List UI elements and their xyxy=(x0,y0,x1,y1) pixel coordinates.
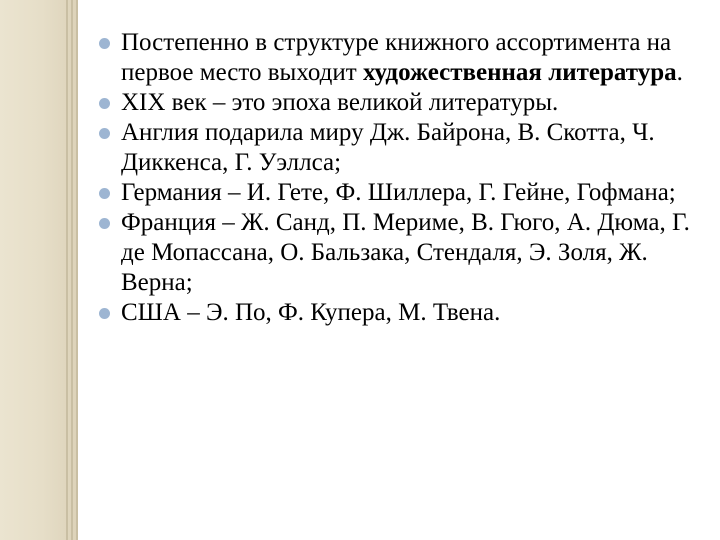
bullet-text-suffix: . xyxy=(676,59,683,86)
side-divider-line xyxy=(71,0,73,540)
bullet-item-book-assortment xyxy=(98,28,706,88)
bullet-item-usa xyxy=(98,298,706,328)
bullet-list xyxy=(98,28,706,328)
bullet-text: XIX век – это эпоха великой литературы. xyxy=(121,89,559,116)
bullet-text: Англия подарила миру Дж. Байрона, В. Скотта, Ч. Диккенса, Г. Уэллса; xyxy=(121,119,655,176)
side-divider-line xyxy=(66,0,68,540)
bullet-dot-icon xyxy=(99,218,110,229)
bullet-dot-icon xyxy=(99,98,110,109)
bullet-text: Германия – И. Гете, Ф. Шиллера, Г. Гейне, Гофмана; xyxy=(121,179,676,206)
bullet-text: Постепенно в структуре книжного ассортимента на первое место выходит xyxy=(121,29,672,86)
bullet-dot-icon xyxy=(99,128,110,139)
bullet-item-england xyxy=(98,118,706,178)
bullet-item-france xyxy=(98,208,706,298)
bullet-item-germany xyxy=(98,178,706,208)
bullet-text-bold: художественная литература xyxy=(362,59,677,86)
bullet-text: США – Э. По, Ф. Купера, М. Твена. xyxy=(121,299,501,326)
bullet-item-xix-century xyxy=(98,88,706,118)
bullet-dot-icon xyxy=(99,38,110,49)
side-divider-line xyxy=(76,0,78,540)
bullet-text: Франция – Ж. Санд, П. Мериме, В. Гюго, А. Дюма, Г. де Мопассана, О. Бальзака, Стендаля, Э. Золя, Ж. Верна; xyxy=(121,209,690,296)
decorative-side-panel xyxy=(0,0,76,540)
bullet-dot-icon xyxy=(99,308,110,319)
bullet-dot-icon xyxy=(99,188,110,199)
